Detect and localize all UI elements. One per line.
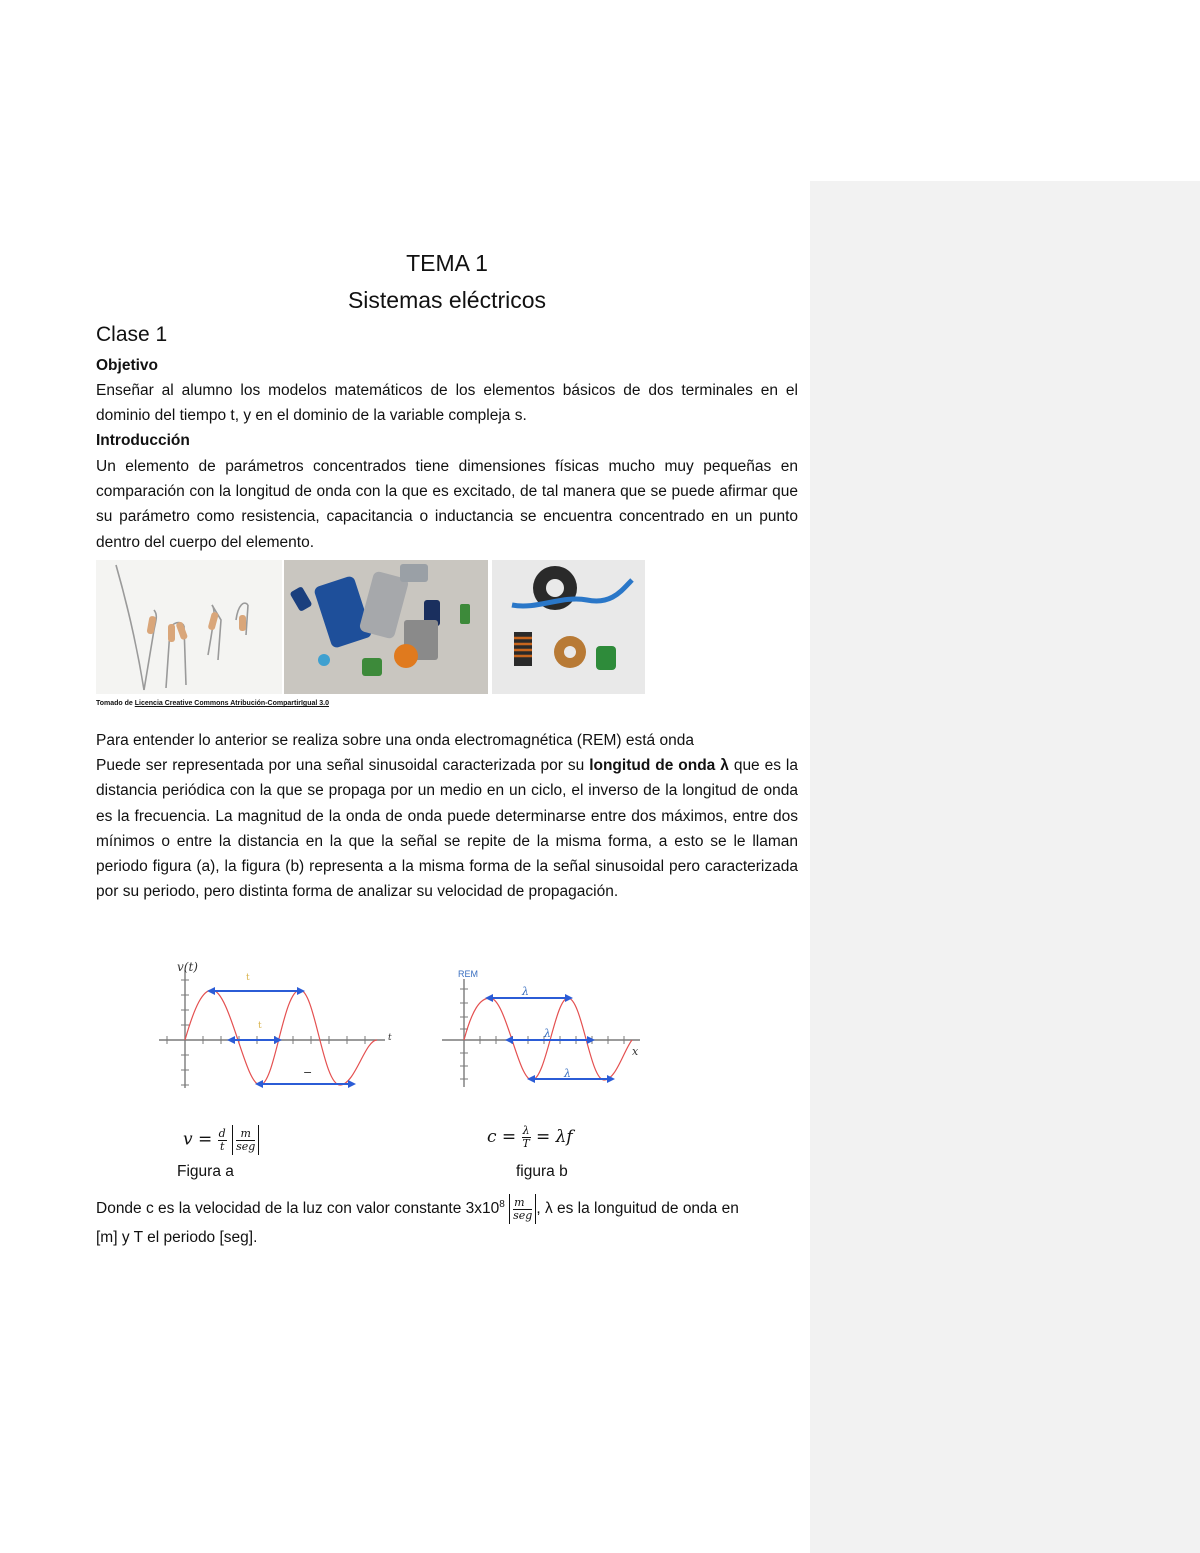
closing-exponent: 8 xyxy=(499,1199,505,1210)
class-heading: Clase 1 xyxy=(96,323,168,346)
formula-a-num: d xyxy=(218,1126,226,1140)
figure-b-bottom-label: λ xyxy=(564,1067,571,1080)
figure-b-plot xyxy=(440,965,645,1090)
figure-a-xlabel: t xyxy=(388,1033,392,1043)
objective-heading: Objetivo xyxy=(96,357,159,374)
closing-unit xyxy=(509,1194,536,1224)
resistors-photo xyxy=(96,560,282,694)
formula-a-lhs: v = xyxy=(183,1129,213,1150)
credit-prefix: Tomado de xyxy=(96,700,135,707)
inductors-photo xyxy=(492,560,645,694)
closing-unit-den: seg xyxy=(513,1209,533,1223)
formula-b-fraction xyxy=(522,1125,531,1150)
comment-pane xyxy=(810,181,1200,1553)
figure-b-xlabel: x xyxy=(632,1045,639,1058)
figure-a-top-label: t xyxy=(246,973,250,983)
formula-a-unit-den: seg xyxy=(236,1140,256,1153)
figure-b-top-label: λ xyxy=(522,985,529,998)
credit-link[interactable]: Licencia Creative Commons Atribución-CompartirIgual 3.0 xyxy=(134,700,329,707)
figure-a-caption: Figura a xyxy=(177,1163,234,1180)
formula-b-lhs: c = xyxy=(487,1127,517,1147)
closing-text-a: Donde c es la velocidad de la luz con valor constante 3x10 xyxy=(96,1200,500,1218)
topic-subtitle: Sistemas eléctricos xyxy=(347,287,547,313)
formula-a-fraction xyxy=(218,1128,227,1153)
rem-line1: Para entender lo anterior se realiza sobre una onda electromagnética (REM) está onda xyxy=(96,732,694,749)
rem-text-a: Puede ser representada por una señal sinusoidal caracterizada por su xyxy=(96,757,590,775)
rem-paragraph xyxy=(96,728,798,904)
closing-text-b: , λ es la longuitud de onda en xyxy=(536,1200,739,1218)
formula-a-unit-num: m xyxy=(236,1128,255,1141)
formula-b-num: λ xyxy=(522,1124,530,1137)
closing-line1 xyxy=(96,1192,798,1224)
closing-line2: [m] y T el periodo [seg]. xyxy=(96,1229,258,1246)
figure-a-ylabel: v(t) xyxy=(177,960,198,974)
formula-b-den: T xyxy=(522,1137,530,1150)
objective-text: Enseñar al alumno los modelos matemáticos de los elementos básicos de dos terminales en el dominio del tiempo t, y en el dominio de la variable compleja s. xyxy=(96,382,798,425)
topic-title: TEMA 1 xyxy=(406,250,488,276)
figure-a-mid-label: t xyxy=(258,1021,262,1031)
figure-b-caption: figura b xyxy=(516,1163,568,1180)
formula-a-unit xyxy=(232,1125,259,1155)
introduction-heading: Introducción xyxy=(96,432,190,449)
figure-a-plot xyxy=(155,960,400,1090)
formula-b xyxy=(487,1125,573,1150)
rem-text-bold: longitud de onda λ xyxy=(589,757,729,775)
closing-unit-num: m xyxy=(513,1197,532,1210)
formula-a-den: t xyxy=(219,1139,225,1153)
formula-b-rhs: = λf xyxy=(535,1127,573,1147)
figure-b-mid-label: λ xyxy=(544,1027,551,1040)
figure-b-ylabel: REM xyxy=(458,969,478,979)
rem-text-b: que es la distancia periódica con la que se propaga por un medio en un ciclo, el inverso de la longitud de onda es la frecuencia. La magnitud de la onda de onda puede determinarse entre dos máximos, entre dos mínimos o entre la distancia en la que la señal se repite de la misma forma, a esto se le llaman periodo figura (a), la figura (b) representa a la misma forma de la señal sinusoidal pero caracterizada por su periodo, pero distinta forma de analizar su velocidad de propagación. xyxy=(96,757,798,901)
capacitors-photo xyxy=(284,560,488,694)
rem-body xyxy=(96,753,798,904)
photo-credit xyxy=(96,700,329,707)
introduction-text: Un elemento de parámetros concentrados tiene dimensiones físicas mucho muy pequeñas en comparación con la longitud de onda con la que es excitado, de tal manera que se puede afirmar que su parámetro como resistencia, capacitancia o inductancia se encuentra concentrado en un punto dentro del cuerpo del elemento. xyxy=(96,458,798,551)
figure-a-bottom-label: − xyxy=(303,1066,313,1079)
formula-a xyxy=(183,1125,259,1155)
